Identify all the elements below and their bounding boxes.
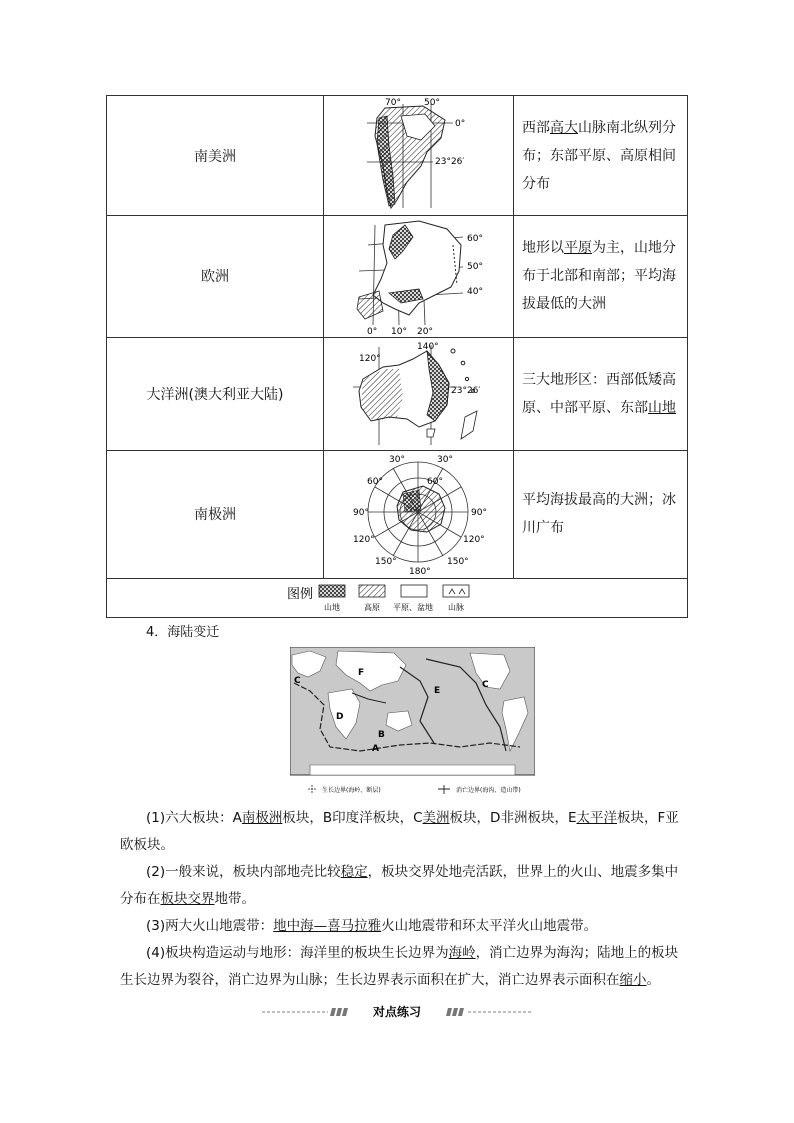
europe-map xyxy=(323,215,514,337)
legend-label: 高原 xyxy=(364,603,380,612)
table-row xyxy=(107,96,687,216)
terrain-description: 三大地形区：西部低矮高原、中部平原、东部山地 xyxy=(522,371,676,416)
legend-label: 生长边界(海岭、断层) xyxy=(322,787,381,794)
legend-swatch-plateau xyxy=(359,585,385,597)
map-label: 60° xyxy=(367,477,383,487)
paragraph-plates: (1)六大板块：A南极洲板块，B印度洋板块，C美洲板块，D非洲板块，E太平洋板块，F亚欧板块。 xyxy=(120,810,679,853)
plate-map xyxy=(290,647,535,777)
map-label: 10° xyxy=(391,327,407,337)
map-label: 23°26′ xyxy=(435,157,465,167)
map-label: 90° xyxy=(471,508,487,518)
plate-letter: E xyxy=(434,686,441,696)
map-label: 120° xyxy=(353,535,375,545)
plate-letter: A xyxy=(372,744,379,754)
legend-label: 山脉 xyxy=(448,603,464,612)
plate-letter: D xyxy=(336,712,344,722)
map-label: 70° xyxy=(385,98,401,108)
continent-name: 南美洲 xyxy=(107,96,324,215)
terrain-description: 平均海拔最高的大洲；冰川广布 xyxy=(522,492,676,536)
divider-stripes-icon xyxy=(330,1008,348,1016)
divider-label: 对点练习 xyxy=(372,1005,422,1019)
subduction-boundary-icon xyxy=(438,785,450,794)
legend-label: 消亡边界(海沟、造山带) xyxy=(456,787,521,794)
table-row xyxy=(107,337,687,451)
divider-stripes-icon xyxy=(446,1008,464,1016)
south-america-map xyxy=(323,96,514,215)
map-label: 30° xyxy=(389,455,405,465)
map-legend xyxy=(107,578,687,618)
legend-swatch-range xyxy=(443,585,469,597)
map-label: 140° xyxy=(417,342,439,352)
map-label: 150° xyxy=(375,557,397,567)
legend-swatch-plain xyxy=(401,585,427,597)
plate-letter: B xyxy=(378,730,385,740)
continent-name: 大洋洲(澳大利亚大陆) xyxy=(107,337,324,450)
plate-letter: C xyxy=(482,680,489,690)
paragraph-volcano-belts: (3)两大火山地震带：地中海—喜马拉雅火山地震带和环太平洋火山地震带。 xyxy=(146,918,598,934)
map-label: 120° xyxy=(463,535,485,545)
map-label: 30° xyxy=(437,455,453,465)
map-label: 180° xyxy=(409,567,431,577)
map-label: 60° xyxy=(467,234,483,244)
terrain-description: 西部高大山脉南北纵列分布；东部平原、高原相间分布 xyxy=(522,119,676,192)
antarctica-map xyxy=(323,450,514,578)
plate-letter: C xyxy=(294,676,301,686)
map-label: 0° xyxy=(367,327,378,337)
practice-divider xyxy=(262,1004,532,1020)
paragraph-stability: (2)一般来说，板块内部地壳比较稳定，板块交界处地壳活跃，世界上的火山、地震多集中分布在板块交界地带。 xyxy=(120,864,679,907)
map-label: 150° xyxy=(447,557,469,567)
terrain-description: 地形以平原为主，山地分布于北部和南部；平均海拔最低的大洲 xyxy=(522,240,676,312)
continent-terrain-table xyxy=(106,95,688,618)
table-row xyxy=(107,450,687,579)
legend-label: 平原、盆地 xyxy=(393,603,433,612)
australia-map xyxy=(323,337,514,450)
legend-label: 山地 xyxy=(324,603,340,612)
map-label: 120° xyxy=(359,354,381,364)
continent-name: 欧洲 xyxy=(107,215,324,337)
legend-title: 图例 xyxy=(287,587,314,602)
plate-map-legend xyxy=(306,780,526,792)
legend-swatch-mountain xyxy=(319,585,345,597)
map-label: 20° xyxy=(417,327,433,337)
section-title: 4．海陆变迁 xyxy=(146,625,220,640)
map-label: 90° xyxy=(353,508,369,518)
paragraph-tectonics: (4)板块构造运动与地形：海洋里的板块生长边界为海岭，消亡边界为海沟；陆地上的板块生长边界为裂谷，消亡边界为山脉；生长边界表示面积在扩大，消亡边界表示面积在缩小。 xyxy=(120,945,679,988)
map-label: 50° xyxy=(424,98,440,108)
growth-boundary-icon xyxy=(308,785,316,793)
map-label: 40° xyxy=(467,287,483,297)
table-row xyxy=(107,215,687,338)
map-label: 50° xyxy=(467,262,483,272)
map-label: 0° xyxy=(455,119,466,129)
continent-name: 南极洲 xyxy=(107,450,324,578)
map-label: 60° xyxy=(427,477,443,487)
map-label: 23°26′ xyxy=(451,386,481,396)
plate-letter: F xyxy=(358,668,365,678)
